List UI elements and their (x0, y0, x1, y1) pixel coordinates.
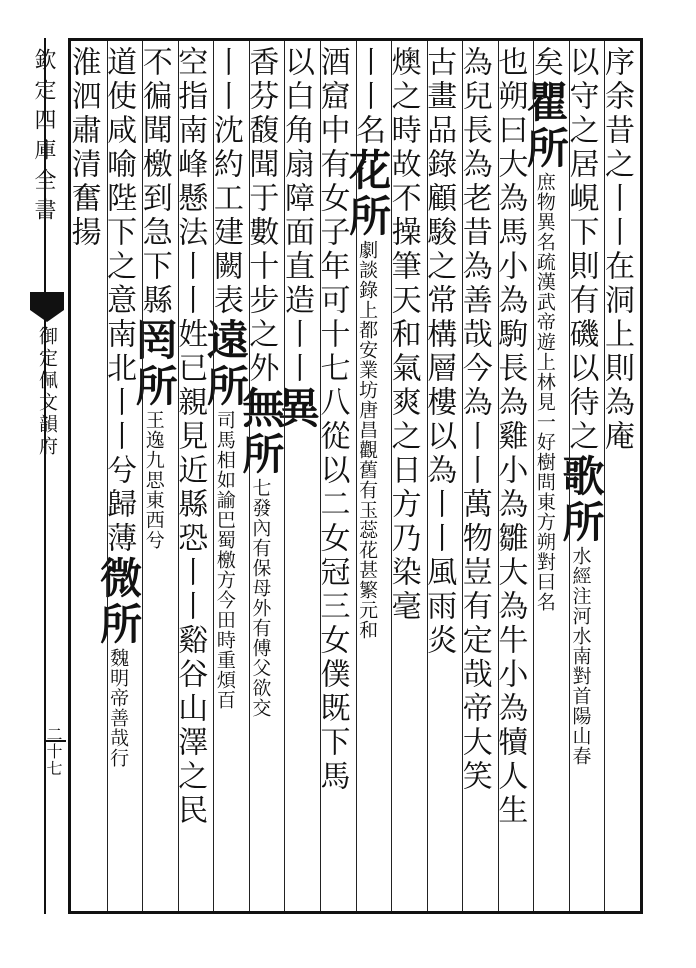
column-rule (533, 41, 534, 911)
column-rule (213, 41, 214, 911)
body-text: 燠之時故不操筆天和氣爽之日方乃染毫 (385, 46, 421, 624)
column-rule (427, 41, 428, 911)
text-column (385, 46, 426, 910)
text-column (200, 46, 250, 910)
annotation-text: 七發內有保母外有傅父欲交 (249, 478, 272, 718)
headword: 罔所 (129, 318, 179, 410)
body-text: 空指南峰懸法丨丨 (172, 46, 208, 318)
annotation-text: 王逸九思東西兮 (142, 410, 165, 550)
body-text: 道使咸喻陛下之意 (101, 46, 137, 318)
annotation-text: 司馬相如諭巴蜀檄方今田時重煩百 (213, 410, 236, 710)
body-text: 南北丨丨兮歸薄 (101, 318, 137, 556)
text-column (172, 46, 213, 910)
body-text: 序余昔之丨丨在洞上則為庵 (599, 46, 634, 454)
column-rule (107, 41, 108, 911)
book-title: 御定佩文韻府 (36, 326, 58, 458)
text-column (520, 46, 570, 910)
headword: 花所 (343, 148, 393, 240)
text-column (271, 46, 321, 910)
column-rule (320, 41, 321, 911)
annotation-text: 魏明帝善哉行 (107, 648, 130, 768)
leaf-number: 二十七 (44, 726, 63, 777)
text-column (65, 46, 106, 910)
body-text: 淮泗肅清奮揚 (65, 46, 101, 250)
fish-tail-mark-point (30, 310, 64, 322)
body-text: 姓已親見近縣恐丨丨谿谷山澤之民 (172, 318, 208, 828)
text-column (236, 46, 286, 910)
body-text: 不徧聞檄到急下縣 (136, 46, 172, 318)
body-text: 丨丨沈約工建闕表 (207, 46, 243, 318)
text-column (343, 46, 393, 910)
body-text: 也朔曰大為馬小為駒長為雞小為雛大為牛小為犢人生 (492, 46, 528, 828)
body-text: 酒窟 (314, 46, 350, 114)
fish-tail-mark (30, 292, 64, 310)
headword: 遠所 (200, 318, 250, 410)
column-rule (498, 41, 499, 911)
body-text: 中有女子年可十七八從以二女冠三女僕既下馬 (314, 114, 350, 794)
body-text: 丨丨名 (350, 46, 386, 148)
text-column (421, 46, 462, 910)
text-column (599, 46, 639, 910)
library-title: 欽定四庫全書 (31, 48, 56, 228)
annotation-text: 水經注河水南對首陽山春 (569, 546, 592, 766)
column-rule (142, 41, 143, 911)
headword: 異 (271, 386, 321, 432)
headword: 歌所 (556, 454, 606, 546)
body-text: 以白角扇障面直造丨丨 (278, 46, 314, 386)
column-rule (356, 41, 357, 911)
headword: 無所 (236, 386, 286, 478)
body-text: 古畫品錄顧駿之常構層樓以為丨丨風雨炎 (421, 46, 457, 658)
text-column (94, 46, 144, 910)
headword: 瞿所 (520, 80, 570, 172)
text-column (314, 46, 355, 910)
text-column (556, 46, 606, 910)
body-text: 以守之居峴下則有磯以待之 (563, 46, 599, 454)
headword: 微所 (94, 556, 144, 648)
column-rule (462, 41, 463, 911)
body-text: 香芬馥聞于數十步之外 (243, 46, 279, 386)
text-column (129, 46, 179, 910)
column-rule (249, 41, 250, 911)
body-text: 為兒長為老昔為善哉今為丨丨萬物豈有定哉帝大笑 (456, 46, 492, 794)
text-column (456, 46, 497, 910)
text-column (492, 46, 533, 910)
annotation-text: 劇談錄上都安業坊唐昌觀舊有玉蕊花甚繁元和 (356, 240, 379, 640)
column-rule (178, 41, 179, 911)
annotation-text: 庶物異名疏漢武帝遊上林見一好樹問東方朔對曰名 (533, 172, 556, 612)
body-text: 矣 (527, 46, 563, 80)
